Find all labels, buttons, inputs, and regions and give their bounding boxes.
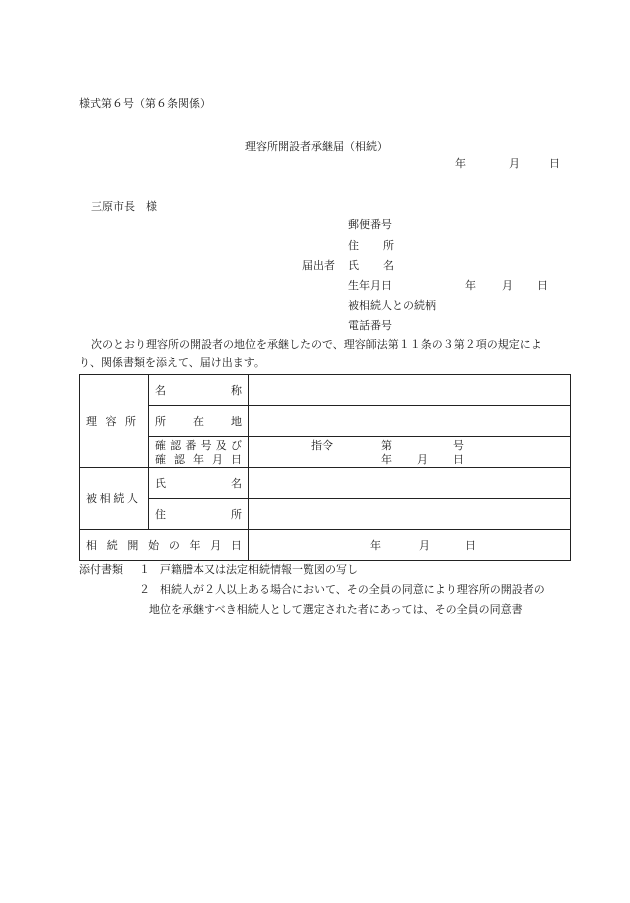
name-label: 氏 名 [348, 259, 394, 272]
start-month: 月 [419, 539, 430, 552]
confirm-dai: 第 [381, 439, 392, 452]
attachment-2-text-line-2: 地位を承継すべき相続人として選定された者にあっては、その全員の同意書 [149, 603, 523, 616]
confirm-value-cell[interactable] [249, 437, 571, 468]
decedent-address-label-cell [149, 499, 249, 530]
date-year: 年 [455, 157, 466, 170]
applicant-role: 届出者 [302, 259, 335, 272]
birth-month: 月 [502, 279, 513, 292]
decedent-address-label: 住 所 [155, 507, 242, 521]
confirm-go: 号 [453, 439, 464, 452]
postal-code-label: 郵便番号 [348, 218, 392, 231]
decedent-name-label-cell [149, 468, 249, 499]
attachments-heading: 添付書類 [79, 563, 123, 576]
barber-group-cell [80, 375, 149, 468]
decedent-group-label: 被 相 続 人 [86, 492, 138, 505]
birthdate-label: 生年月日 [348, 279, 392, 292]
attachment-1-number: １ [139, 563, 150, 576]
barber-location-label: 所 在 地 [155, 414, 242, 428]
barber-group-label: 理 容 所 [86, 414, 136, 428]
body-text-line-2: り、関係書類を添えて、届け出ます。 [79, 356, 265, 369]
start-day: 日 [465, 539, 476, 552]
order-label: 指令 [311, 439, 333, 452]
start-date-value[interactable] [249, 530, 571, 561]
barber-name-label: 名 称 [155, 383, 242, 397]
form-title: 理容所開設者承継届（相続） [245, 140, 388, 153]
confirm-date-label: 確 認 年 月 日 [155, 452, 242, 466]
start-date-label: 相 続 開 始 の 年 月 日 [86, 538, 242, 552]
body-text-line-1: 次のとおり理容所の開設者の地位を承継したので、理容師法第１１条の３第２項の規定によ [91, 338, 542, 351]
relation-label: 被相続人との続柄 [348, 299, 436, 312]
confirm-label-cell [149, 437, 249, 468]
form-number: 様式第６号（第６条関係） [79, 97, 211, 110]
decedent-address-value[interactable] [249, 499, 571, 530]
birth-year: 年 [465, 279, 476, 292]
decedent-name-value[interactable] [249, 468, 571, 499]
attachment-2-text-line-1: 相続人が２人以上ある場合において、その全員の同意により理容所の開設者の [160, 583, 545, 596]
date-month: 月 [509, 157, 520, 170]
barber-name-value[interactable] [249, 375, 571, 406]
confirm-day: 日 [453, 453, 464, 466]
attachment-2-number: ２ [139, 583, 150, 596]
address-label: 住 所 [348, 239, 394, 252]
start-year: 年 [370, 539, 381, 552]
confirm-number-label: 確 認 番 号 及 び [155, 438, 242, 452]
birth-day: 日 [537, 279, 548, 292]
start-date-label-cell [80, 530, 249, 561]
barber-location-label-cell [149, 406, 249, 437]
confirm-year: 年 [381, 453, 392, 466]
addressee: 三原市長 様 [91, 200, 157, 213]
barber-name-label-cell [149, 375, 249, 406]
confirm-month: 月 [417, 453, 428, 466]
decedent-name-label: 氏 名 [155, 476, 242, 490]
date-day: 日 [549, 157, 560, 170]
decedent-group-cell [80, 468, 149, 530]
attachment-1-text: 戸籍謄本又は法定相続情報一覧図の写し [160, 563, 358, 576]
barber-location-value[interactable] [249, 406, 571, 437]
phone-label: 電話番号 [348, 319, 392, 332]
application-table [79, 374, 571, 561]
